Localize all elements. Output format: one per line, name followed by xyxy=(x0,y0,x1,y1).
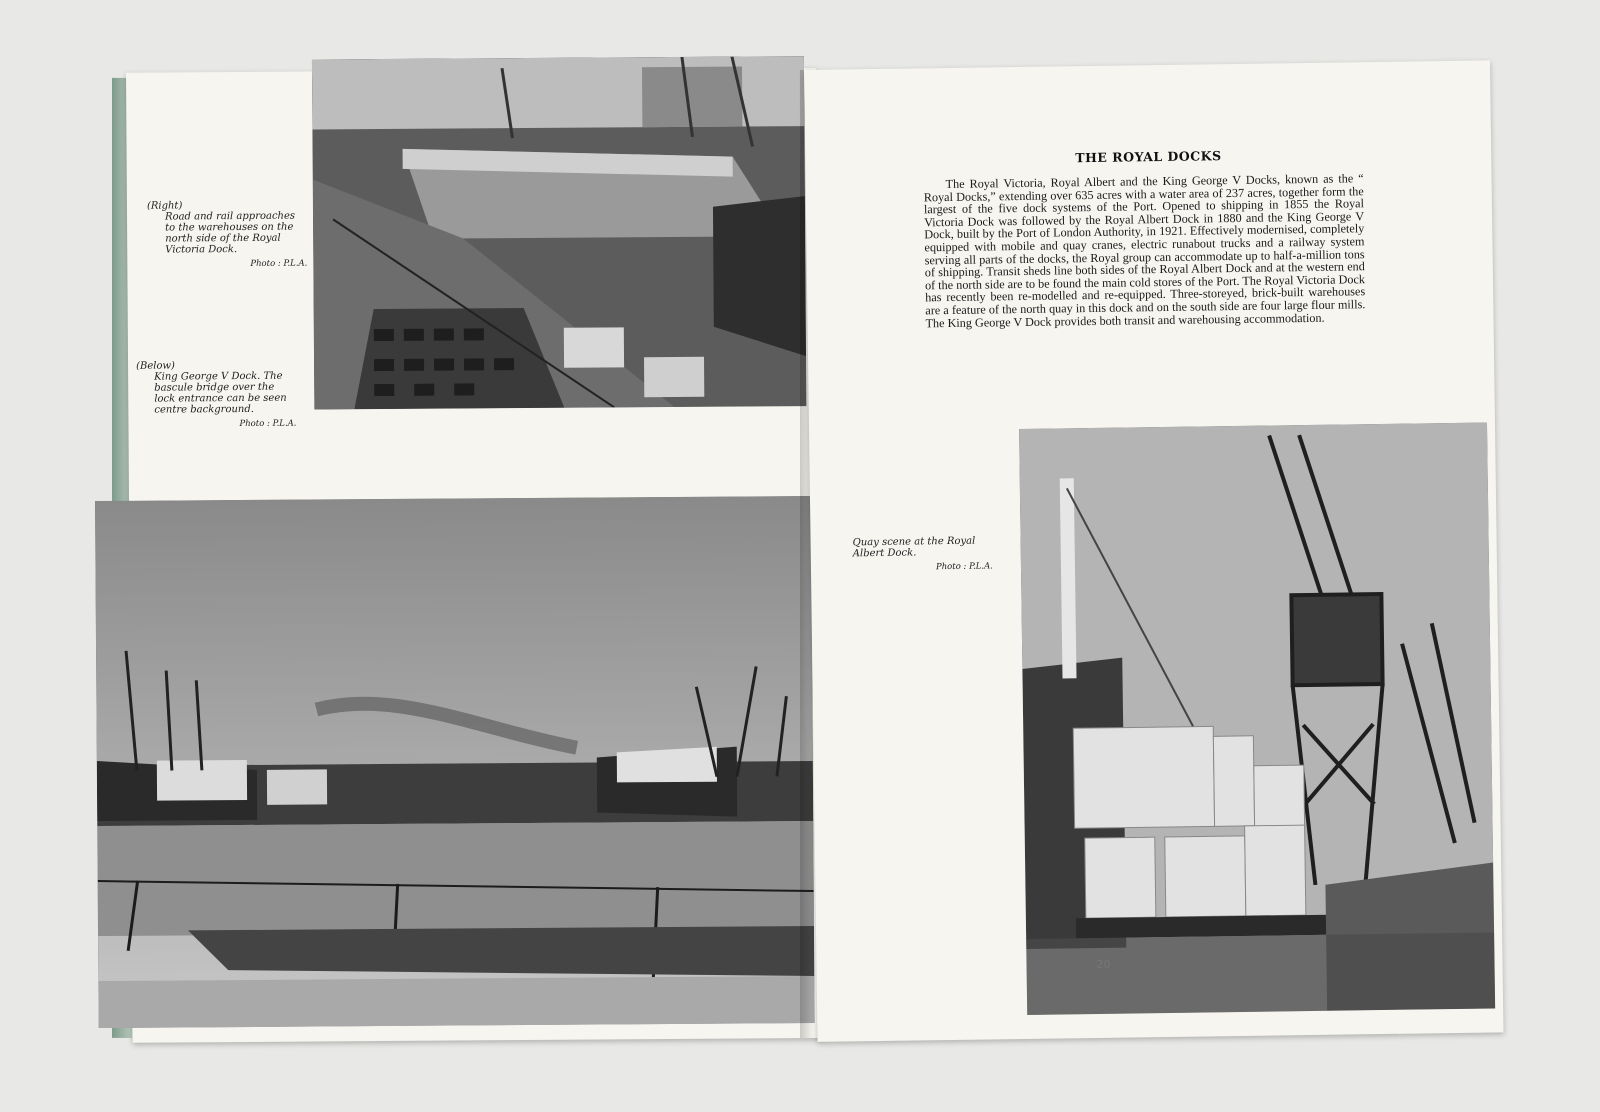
warehouse-photo-image xyxy=(312,56,806,409)
warehouse-photo xyxy=(312,56,806,409)
dock-photo-image xyxy=(95,496,815,1028)
left-page xyxy=(126,68,823,1043)
bottom-caption-credit: Photo : P.L.A. xyxy=(239,418,297,430)
article-title: THE ROYAL DOCKS xyxy=(1075,148,1222,166)
quay-caption-credit: Photo : P.L.A. xyxy=(935,561,994,573)
top-photo-caption xyxy=(147,200,307,271)
bottom-caption-lead: (Below) xyxy=(136,360,175,372)
top-caption-body: Road and rail approaches to the warehouses on the north side of the Royal Victoria Dock. xyxy=(164,210,296,256)
article-body: The Royal Victoria, Royal Albert and the King George V Docks, known as the “ Royal Docks,” extending over 635 acres with a water area of 237 acres, together form the largest of the five dock systems of the Port. Opened to shipping in 1855 the Royal Victoria Dock was followed by the Royal Albert Dock in 1880 and the King George V Dock, built by the Port of London Authority, in 1921. Effectively modernised, completely equipped with mobile and quay cranes, electric runabout trucks and a railway system serving all parts of the docks, the Royal group can accommodate up to half-a-million tons of shipping. Transit sheds line both sides of the Royal Albert Dock and at the western end of the north side are to be found the main cold stores of the Port. The Royal Victoria Dock has recently been re-modelled and re-equipped. Three-storeyed, brick-built warehouses are a feature of the north quay in this dock and on the south side are four large flour mills. The King George V Dock provides both transit and warehousing accommodation. xyxy=(923,171,1366,330)
top-caption-credit: Photo : P.L.A. xyxy=(250,258,308,269)
quay-photo-image xyxy=(1019,422,1495,1014)
quay-photo-caption xyxy=(853,535,994,574)
bottom-photo-caption xyxy=(136,360,296,431)
bottom-caption-body: King George V Dock. The bascule bridge over the lock entrance can be seen centre background. xyxy=(154,370,287,416)
right-page xyxy=(804,60,1504,1041)
top-caption-lead: (Right) xyxy=(146,200,183,212)
quay-caption-body: Quay scene at the Royal Albert Dock. xyxy=(852,535,976,560)
quay-photo xyxy=(1019,422,1495,1014)
dock-photo xyxy=(95,496,815,1028)
